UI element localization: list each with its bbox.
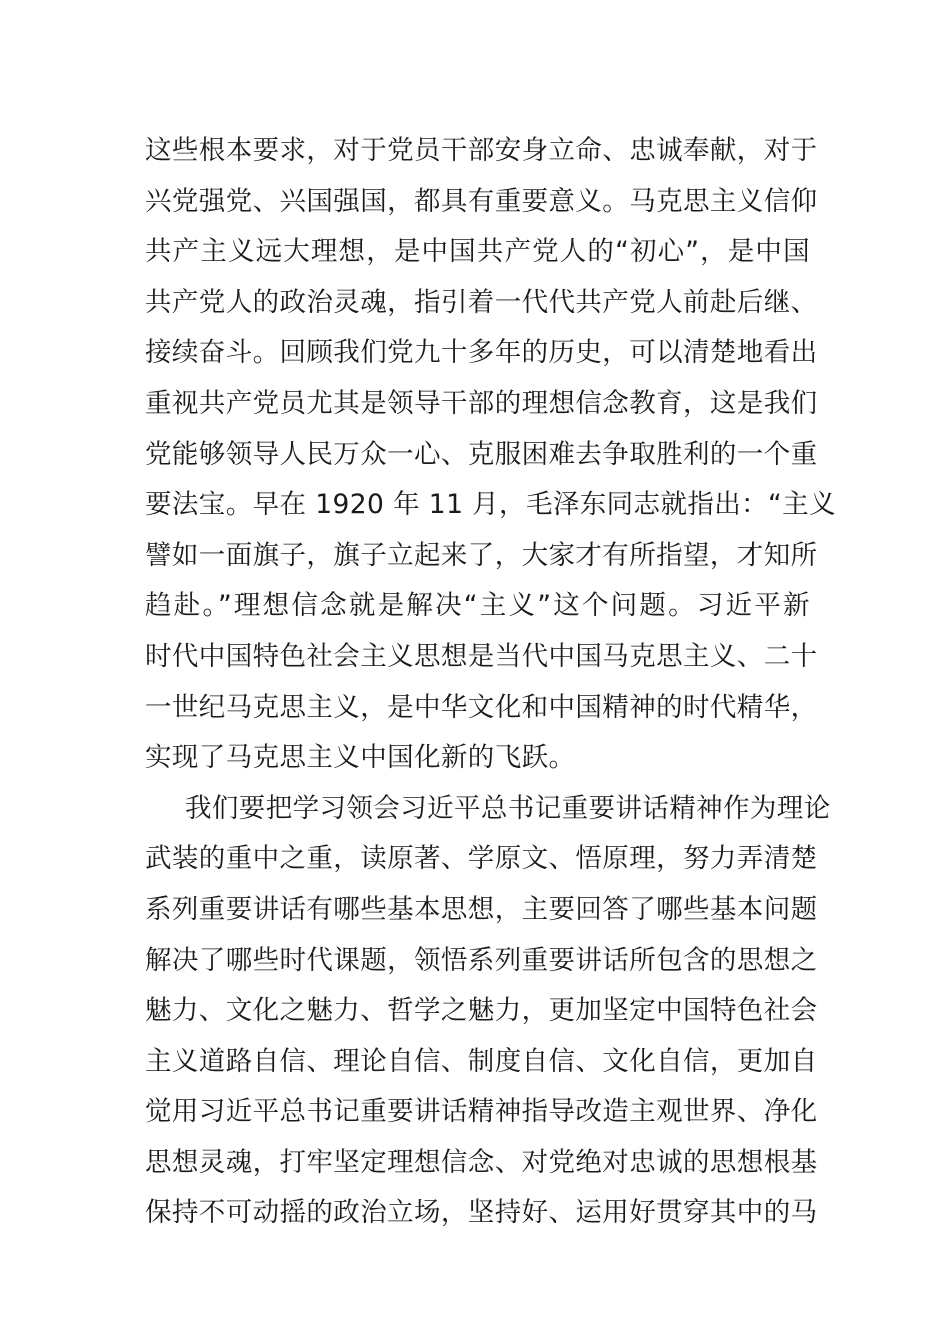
text-line: 共产党人的政治灵魂，指引着一代代共产党人前赴后继、 <box>145 286 818 318</box>
text-line: 主义道路自信、理论自信、制度自信、文化自信，更加自 <box>145 1045 818 1077</box>
text-line: 党能够领导人民万众一心、克服困难去争取胜利的一个重 <box>145 438 818 470</box>
paragraph-2 <box>145 784 831 1239</box>
text-line: 共产主义远大理想，是中国共产党人的“初心”，是中国 <box>145 236 810 268</box>
text-line: 我们要把学习领会习近平总书记重要讲话精神作为理论 <box>185 792 831 824</box>
text-line: 趋赴。”理想信念就是解决“主义”这个问题。习近平新 <box>145 590 810 622</box>
text-line: 接续奋斗。回顾我们党九十多年的历史，可以清楚地看出 <box>145 337 818 369</box>
text-line: 兴党强党、兴国强国，都具有重要意义。马克思主义信仰 <box>145 185 818 217</box>
text-line: 时代中国特色社会主义思想是当代中国马克思主义、二十 <box>145 640 818 672</box>
text-line: 解决了哪些时代课题，领悟系列重要讲话所包含的思想之 <box>145 944 818 976</box>
text-line: 要法宝。早在 1920 年 11 月，毛泽东同志就指出：“主义 <box>145 489 836 521</box>
text-line: 武装的重中之重，读原著、学原文、悟原理，努力弄清楚 <box>145 843 818 875</box>
text-line: 保持不可动摇的政治立场，坚持好、运用好贯穿其中的马 <box>145 1197 818 1229</box>
text-line: 系列重要讲话有哪些基本思想，主要回答了哪些基本问题 <box>145 893 818 925</box>
text-line: 重视共产党员尤其是领导干部的理想信念教育，这是我们 <box>145 387 818 419</box>
text-line: 一世纪马克思主义，是中华文化和中国精神的时代精华， <box>145 691 818 723</box>
text-line: 实现了马克思主义中国化新的飞跃。 <box>145 742 576 774</box>
text-line: 譬如一面旗子，旗子立起来了，大家才有所指望，才知所 <box>145 539 818 571</box>
text-line: 思想灵魂，打牢坚定理想信念、对党绝对忠诚的思想根基 <box>145 1146 818 1178</box>
text-line: 魅力、文化之魅力、哲学之魅力，更加坚定中国特色社会 <box>145 995 818 1027</box>
paragraph-1 <box>145 126 836 784</box>
text-line: 觉用习近平总书记重要讲话精神指导改造主观世界、净化 <box>145 1096 818 1128</box>
body-text <box>145 126 836 1239</box>
text-line: 这些根本要求，对于党员干部安身立命、忠诚奉献，对于 <box>145 135 818 166</box>
